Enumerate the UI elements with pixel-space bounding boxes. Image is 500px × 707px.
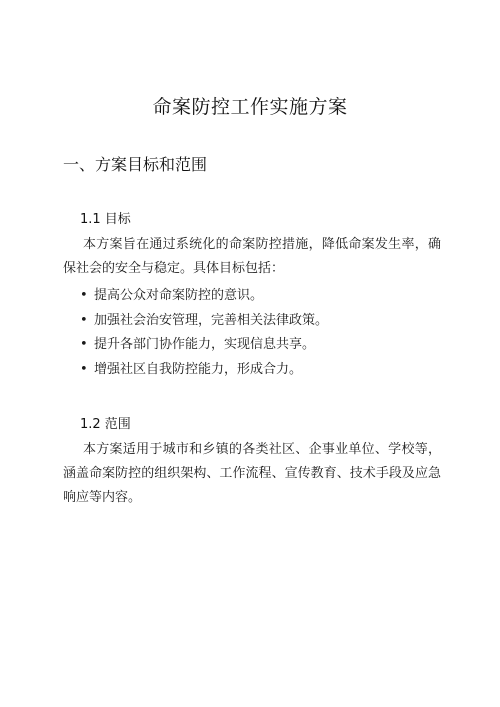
- section-heading: 一、方案目标和范围: [63, 155, 208, 174]
- list-item: [80, 284, 328, 309]
- goals-intro-paragraph: 本方案旨在通过系统化的命案防控措施，降低命案发生率，确保社会的安全与稳定。具体目标包括：: [63, 237, 441, 276]
- list-item-text: 提高公众对命案防控的意识。: [94, 288, 264, 303]
- list-item: [80, 309, 328, 334]
- document-title: 命案防控工作实施方案: [152, 96, 348, 118]
- bullet-icon: •: [80, 361, 88, 377]
- bullet-icon: •: [80, 312, 88, 328]
- list-item-text: 增强社区自我防控能力，形成合力。: [94, 361, 303, 377]
- list-item: [80, 358, 328, 383]
- list-item-text: 提升各部门协作能力，实现信息共享。: [94, 337, 316, 352]
- list-item: [80, 333, 328, 358]
- list-item-text: 加强社会治安管理，完善相关法律政策。: [94, 312, 329, 328]
- scope-paragraph: 本方案适用于城市和乡镇的各类社区、企事业单位、学校等，涵盖命案防控的组织架构、工作流程、宣传教育、技术手段及应急响应等内容。: [63, 442, 441, 505]
- subsection-heading-scope: 1.2 范围: [80, 417, 131, 432]
- goals-list: [80, 284, 328, 382]
- bullet-icon: •: [80, 337, 88, 352]
- subsection-heading-goals: 1.1 目标: [80, 212, 131, 227]
- bullet-icon: •: [80, 288, 88, 303]
